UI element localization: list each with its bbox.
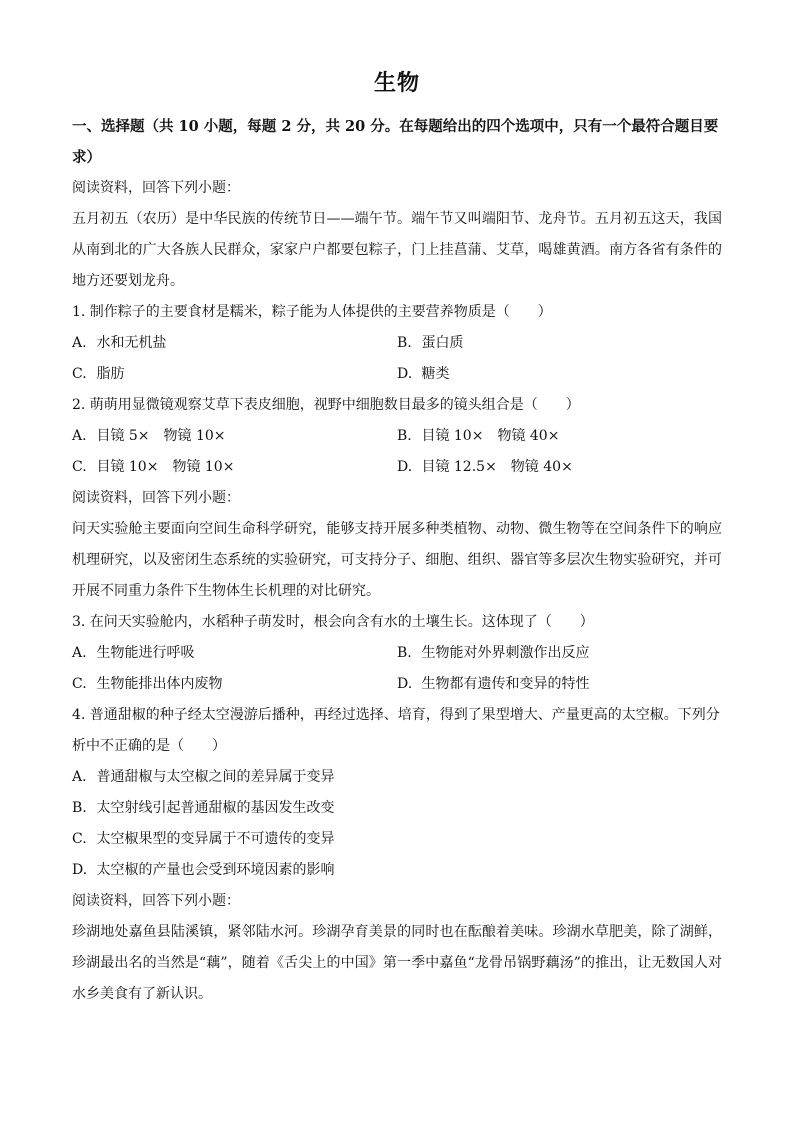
option-b (397, 638, 722, 669)
option-c (72, 669, 397, 700)
reading-intro: 阅读资料，回答下列小题： (72, 893, 240, 909)
question-options (72, 328, 722, 390)
option-b (397, 421, 722, 452)
reading-passage: 五月初五（农历）是中华民族的传统节日——端午节。端午节又叫端阳节、龙舟节。五月初五这天，我国从南到北的广大各族人民群众，家家户户都要包粽子，门上挂菖蒲、艾草，喝雄黄酒。南方各省有条件的地方还要划龙舟。 (72, 211, 722, 289)
option-b (72, 793, 722, 824)
option-d (397, 669, 722, 700)
option-text: 太空椒的产量也会受到环境因素的影响 (96, 862, 335, 878)
option-c (72, 359, 397, 390)
option-c (72, 452, 397, 483)
document-page (72, 60, 722, 1010)
option-a (72, 328, 397, 359)
question-options (72, 421, 722, 483)
option-d (397, 359, 722, 390)
option-text: 目镜 10× 物镜 40× (421, 428, 560, 444)
option-text: 太空椒果型的变异属于不可遗传的变异 (96, 831, 335, 847)
option-c (72, 824, 722, 855)
reading-intro: 阅读资料，回答下列小题： (72, 490, 240, 506)
option-letter: A. (72, 428, 87, 444)
option-text: 生物能进行呼吸 (96, 645, 195, 661)
option-a (72, 762, 722, 793)
option-b (397, 328, 722, 359)
question-stem: 1. 制作粽子的主要食材是糯米，粽子能为人体提供的主要营养物质是（ ） (72, 304, 552, 320)
option-letter: C. (72, 366, 87, 382)
option-letter: D. (397, 366, 413, 382)
option-a (72, 638, 397, 669)
question-stem: 2. 萌萌用显微镜观察艾草下表皮细胞，视野中细胞数目最多的镜头组合是（ ） (72, 397, 580, 413)
reading-intro: 阅读资料，回答下列小题： (72, 180, 240, 196)
option-text: 蛋白质 (421, 335, 464, 351)
option-text: 太空射线引起普通甜椒的基因发生改变 (96, 800, 335, 816)
option-text: 生物都有遗传和变异的特性 (421, 676, 590, 692)
option-letter: D. (72, 862, 88, 878)
option-letter: C. (72, 831, 87, 847)
option-text: 水和无机盐 (96, 335, 167, 351)
question-options (72, 762, 722, 886)
question-options (72, 638, 722, 700)
option-letter: D. (397, 459, 413, 475)
option-d (72, 855, 722, 886)
option-text: 生物能排出体内废物 (96, 676, 223, 692)
option-text: 目镜 12.5× 物镜 40× (421, 459, 573, 475)
option-d (397, 452, 722, 483)
option-text: 脂肪 (96, 366, 125, 382)
option-text: 糖类 (421, 366, 450, 382)
option-text: 目镜 5× 物镜 10× (96, 428, 226, 444)
document-title: 生物 (373, 70, 420, 96)
question-stem: 3. 在问天实验舱内，水稻种子萌发时，根会向含有水的土壤生长。这体现了（ ） (72, 614, 594, 630)
question-stem: 4. 普通甜椒的种子经太空漫游后播种，再经过选择、培育，得到了果型增大、产量更高的太空椒。下列分析中不正确的是（ ） (72, 707, 720, 754)
option-letter: A. (72, 769, 87, 785)
option-text: 生物能对外界刺激作出反应 (421, 645, 590, 661)
section-heading: 一、选择题（共 10 小题，每题 2 分，共 20 分。在每题给出的四个选项中，只有一个最符合题目要求） (72, 118, 719, 166)
option-letter: B. (397, 428, 412, 444)
option-text: 目镜 10× 物镜 10× (96, 459, 235, 475)
option-letter: A. (72, 335, 87, 351)
option-letter: B. (397, 645, 412, 661)
option-text: 普通甜椒与太空椒之间的差异属于变异 (96, 769, 335, 785)
option-letter: C. (72, 459, 87, 475)
reading-passage: 问天实验舱主要面向空间生命科学研究，能够支持开展多种类植物、动物、微生物等在空间条件下的响应机理研究，以及密闭生态系统的实验研究，可支持分子、细胞、组织、器官等多层次生物实验研究，并可开展不同重力条件下生物体生长机理的对比研究。 (72, 521, 722, 599)
option-letter: C. (72, 676, 87, 692)
option-letter: B. (72, 800, 87, 816)
option-letter: B. (397, 335, 412, 351)
option-letter: A. (72, 645, 87, 661)
option-a (72, 421, 397, 452)
reading-passage: 珍湖地处嘉鱼县陆溪镇，紧邻陆水河。珍湖孕育美景的同时也在酝酿着美味。珍湖水草肥美，除了湖鲜，珍湖最出名的当然是“藕”，随着《舌尖上的中国》第一季中嘉鱼“龙骨吊锅野藕汤”的推出，让无数国人对水乡美食有了新认识。 (72, 924, 722, 1002)
option-letter: D. (397, 676, 413, 692)
